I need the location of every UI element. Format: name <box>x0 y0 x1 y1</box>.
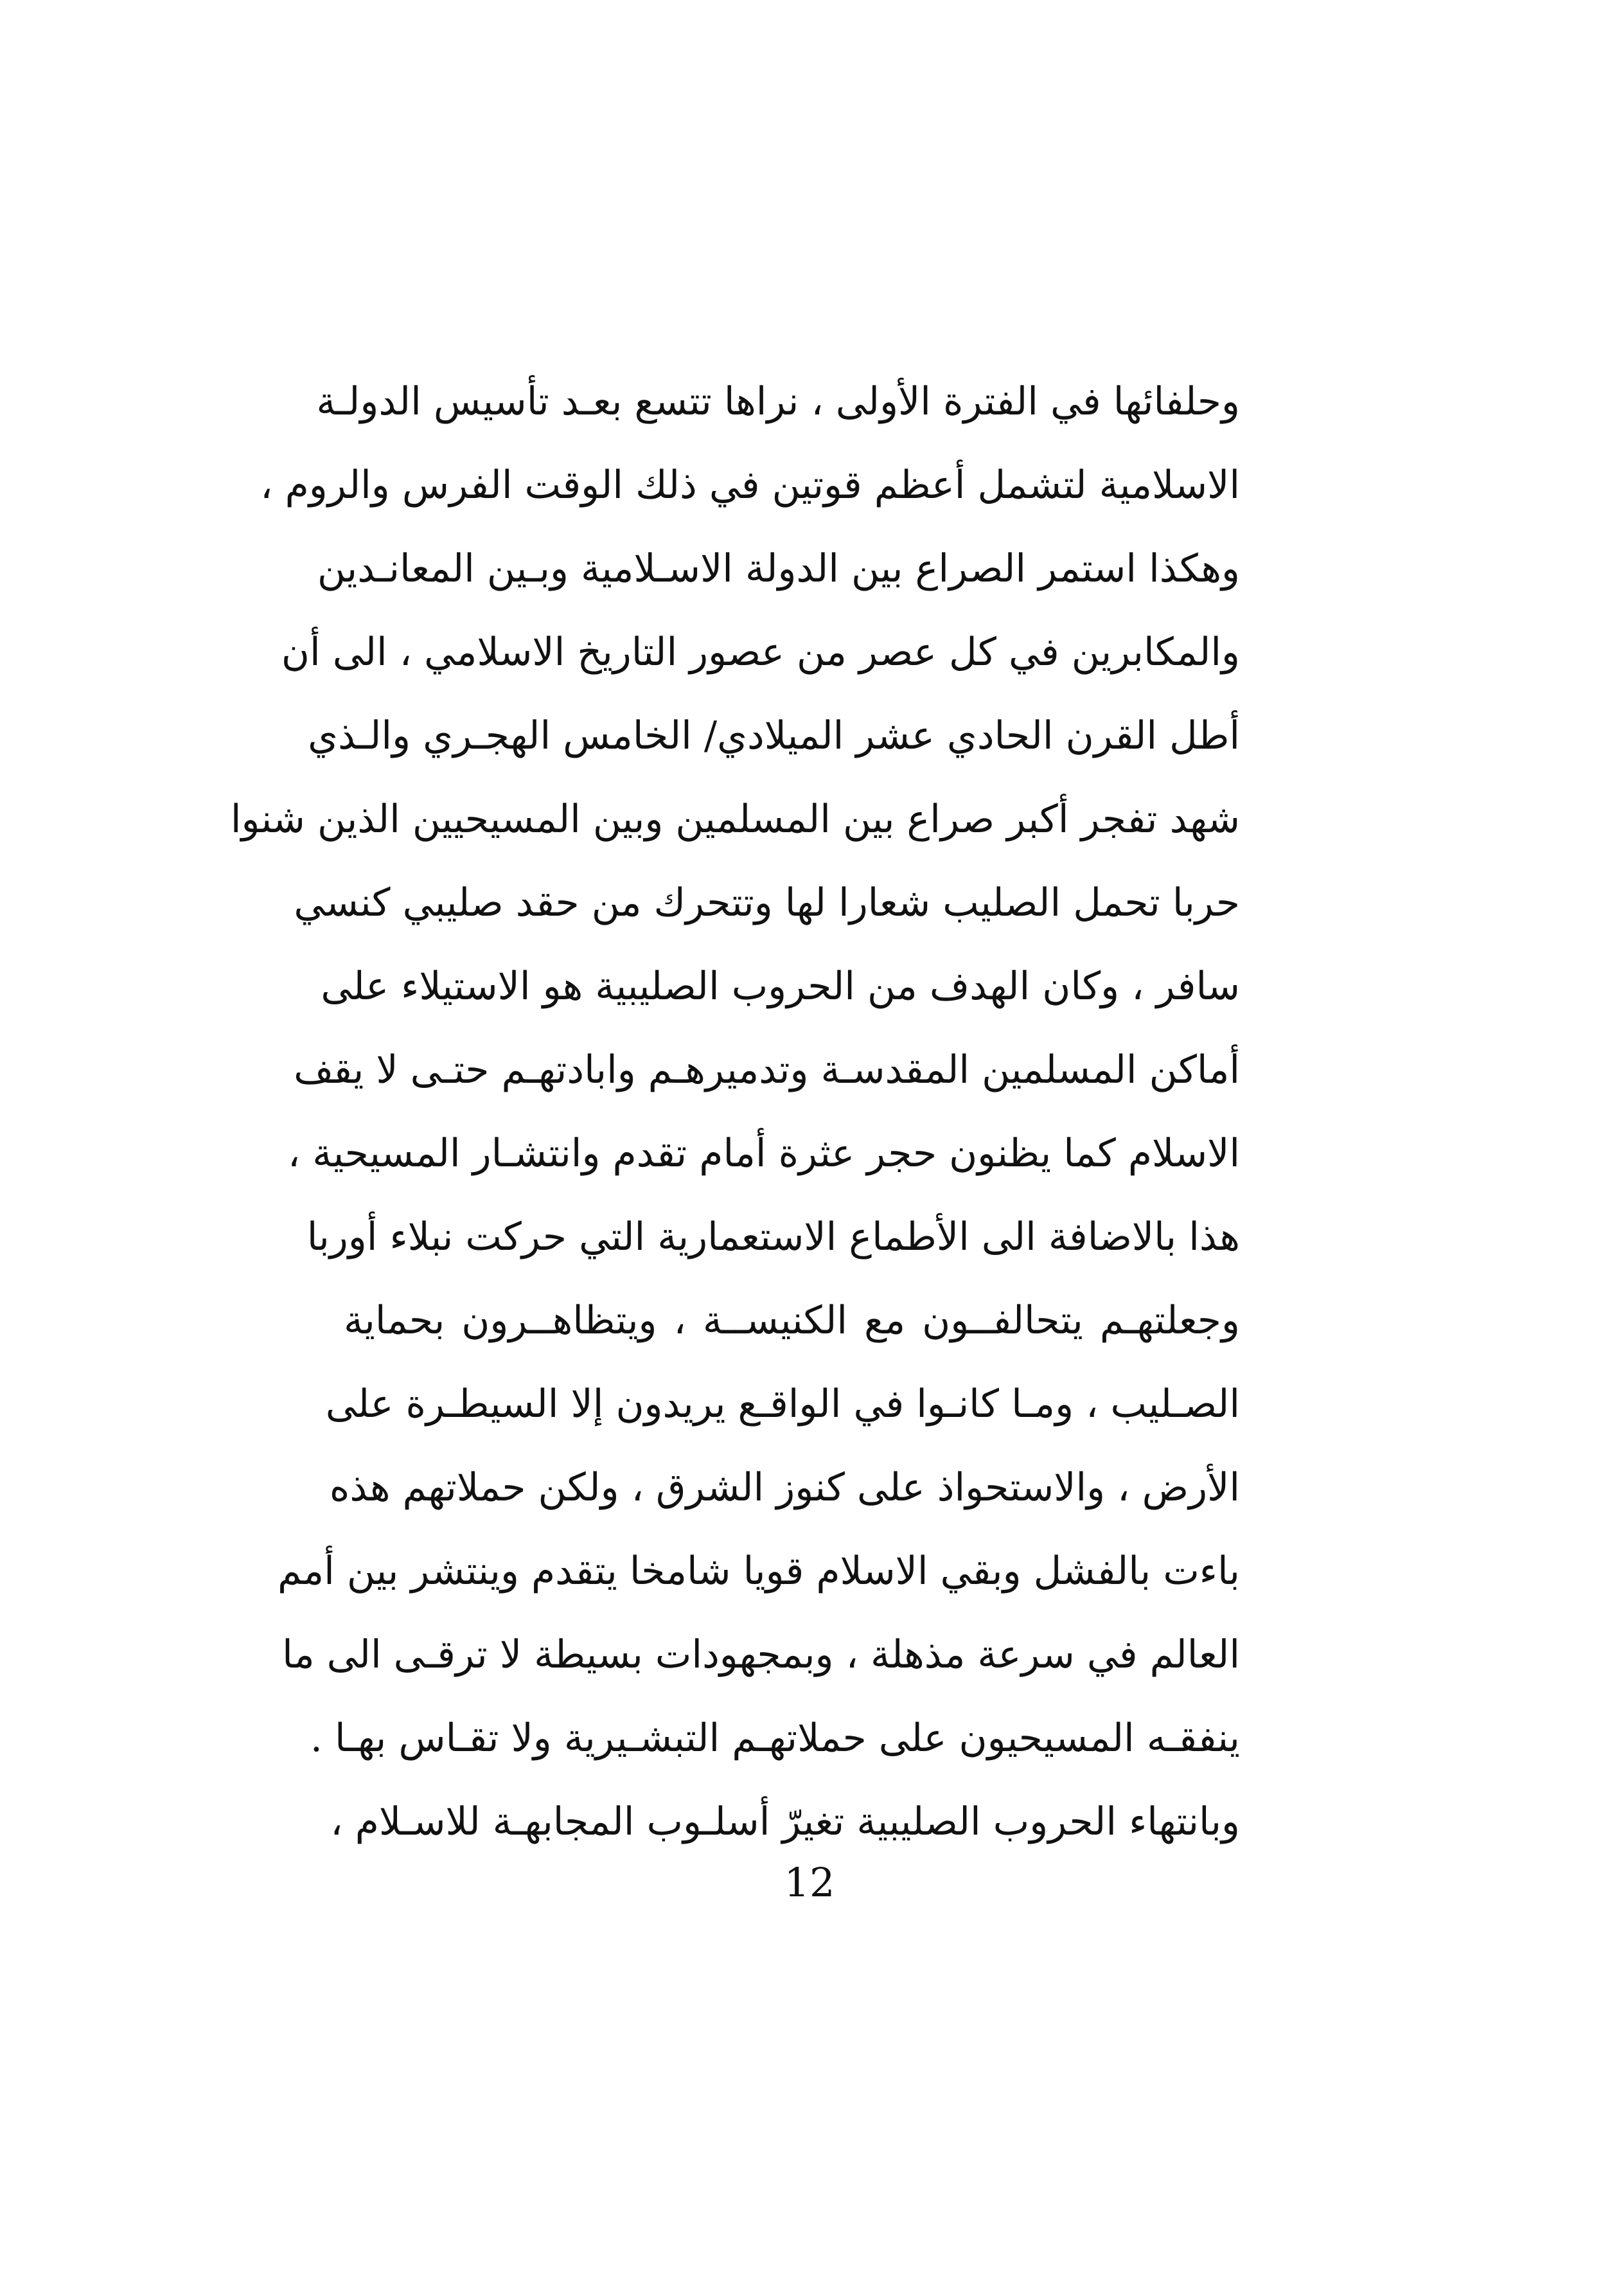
text-line: وبانتهاء الحروب الصليبية تغيرّ أسلـوب المجابهـة للاسـلام ، <box>330 1799 1240 1844</box>
text-line: أطل القرن الحادي عشر الميلادي/ الخامس الهجـري والـذي <box>308 713 1240 758</box>
page-number: 12 <box>784 1859 835 1906</box>
text-line: الصـليب ، ومـا كانـوا في الواقـع يريدون إلا السيطـرة على <box>325 1382 1240 1427</box>
text-line: الاسلامية لتشمل أعظم قوتين في ذلك الوقت الفرس والروم ، <box>260 463 1240 508</box>
text-line: ينفقـه المسيحيون على حملاتهـم التبشـيرية ولا تقـاس بهـا . <box>310 1716 1240 1761</box>
text-line: سافر ، وكان الهدف من الحروب الصليبية هو الاستيلاء على <box>321 964 1240 1009</box>
text-line: باءت بالفشل وبقي الاسلام قويا شامخا يتقدم وينتشر بين أمم <box>278 1549 1240 1594</box>
text-line: شهد تفجر أكبر صراع بين المسلمين وبين المسيحيين الذين شنوا <box>230 797 1240 842</box>
text-line: العالم في سرعة مذهلة ، وبمجهودات بسيطة لا ترقـى الى ما <box>282 1632 1240 1677</box>
text-line: حربا تحمل الصليب شعارا لها وتتحرك من حقد صليبي كنسي <box>294 880 1240 925</box>
body-text <box>230 360 1240 1864</box>
text-line: الاسلام كما يظنون حجر عثرة أمام تقدم وانتشـار المسيحية ، <box>287 1131 1240 1176</box>
text-line: وهكذا استمر الصراع بين الدولة الاسـلامية وبـين المعانـدين <box>317 546 1240 591</box>
text-line: والمكابرين في كل عصر من عصور التاريخ الاسلامي ، الى أن <box>281 630 1240 675</box>
text-line: الأرض ، والاستحواذ على كنوز الشرق ، ولكن حملاتهم هذه <box>329 1465 1240 1510</box>
text-line: هذا بالاضافة الى الأطماع الاستعمارية التي حركت نبلاء أوربا <box>306 1215 1240 1259</box>
text-line: وحلفائها في الفترة الأولى ، نراها تتسع بعـد تأسيس الدولـة <box>316 379 1240 424</box>
text-line: وجعلتهـم يتحالفــون مع الكنيســة ، ويتظاهــرون بحماية <box>344 1298 1240 1343</box>
text-line: أماكن المسلمين المقدسـة وتدميرهـم وابادتهـم حتـى لا يقف <box>294 1047 1240 1092</box>
